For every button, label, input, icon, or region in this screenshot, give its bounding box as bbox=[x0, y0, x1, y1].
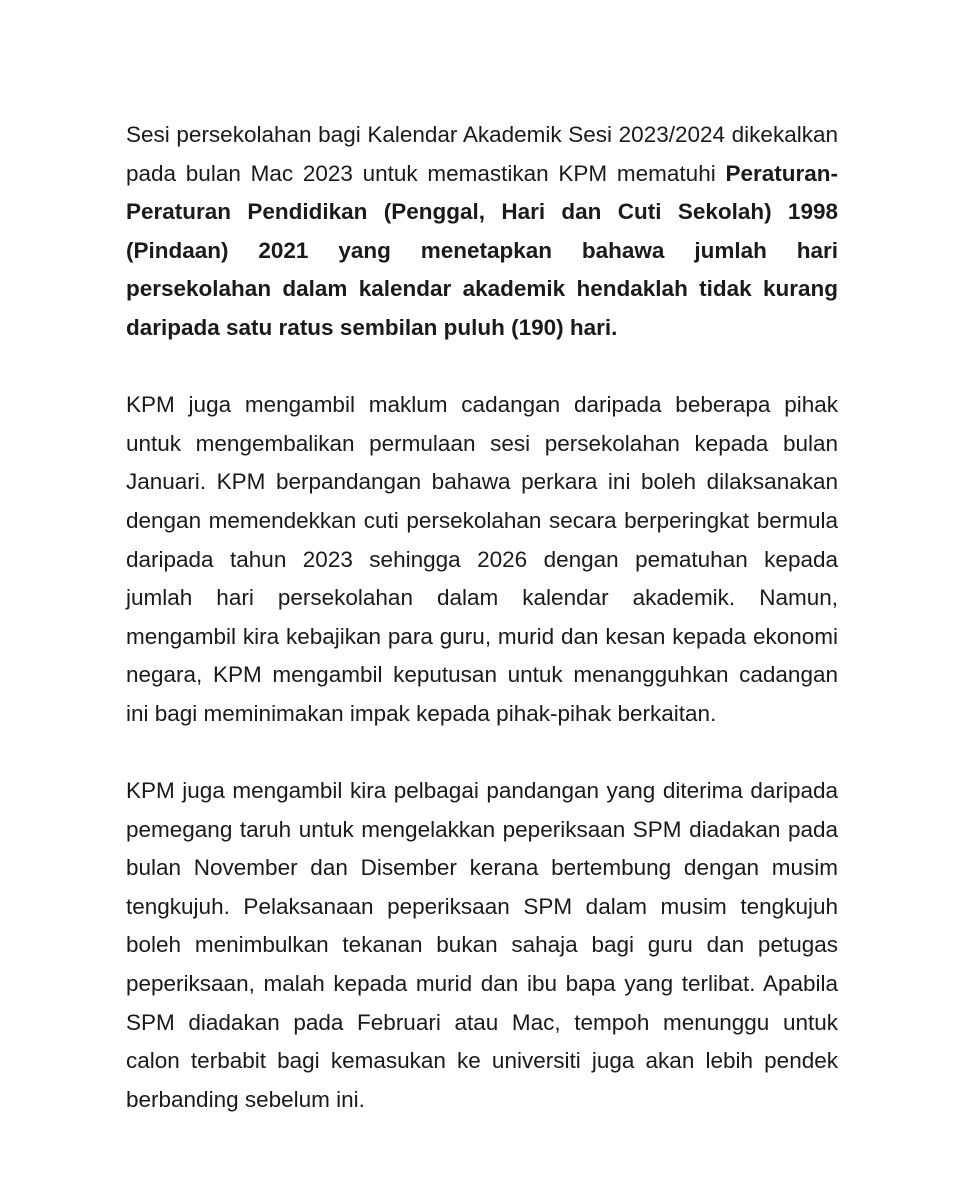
regulation-emphasis-text: Peraturan-Peraturan Pendidikan (Penggal, Hari dan Cuti Sekolah) 1998 (Pindaan) 2021 yang menetapkan bahawa jumlah hari persekolahan dalam kalendar akademik hendaklah tidak kurang daripada satu ratus sembilan puluh (190) hari. bbox=[126, 160, 838, 340]
paragraph-spm-exam: KPM juga mengambil kira pelbagai pandangan yang diterima daripada pemegang taruh untuk mengelakkan peperiksaan SPM diadakan pada bulan November dan Disember kerana bertembung dengan musim tengkujuh. Pelaksanaan peperiksaan SPM dalam musim tengkujuh boleh menimbulkan tekanan bukan sahaja bagi guru dan petugas peperiksaan, malah kepada murid dan ibu bapa yang terlibat. Apabila SPM diadakan pada Februari atau Mac, tempoh menunggu untuk calon terbabit bagi kemasukan ke universiti juga akan lebih pendek berbanding sebelum ini. bbox=[126, 778, 838, 1112]
document-body bbox=[126, 116, 838, 1119]
paragraph-school-session bbox=[126, 116, 838, 348]
paragraph-intro-text: Sesi persekolahan bagi Kalendar Akademik Sesi 2023/2024 dikekalkan pada bulan Mac 2023 untuk memastikan KPM mematuhi bbox=[126, 122, 838, 186]
paragraph-january-proposal: KPM juga mengambil maklum cadangan daripada beberapa pihak untuk mengembalikan permulaan sesi persekolahan kepada bulan Januari. KPM berpandangan bahawa perkara ini boleh dilaksanakan dengan memendekkan cuti persekolahan secara berperingkat bermula daripada tahun 2023 sehingga 2026 dengan pematuhan kepada jumlah hari persekolahan dalam kalendar akademik. Namun, mengambil kira kebajikan para guru, murid dan kesan kepada ekonomi negara, KPM mengambil keputusan untuk menangguhkan cadangan ini bagi meminimakan impak kepada pihak-pihak berkaitan. bbox=[126, 392, 838, 726]
